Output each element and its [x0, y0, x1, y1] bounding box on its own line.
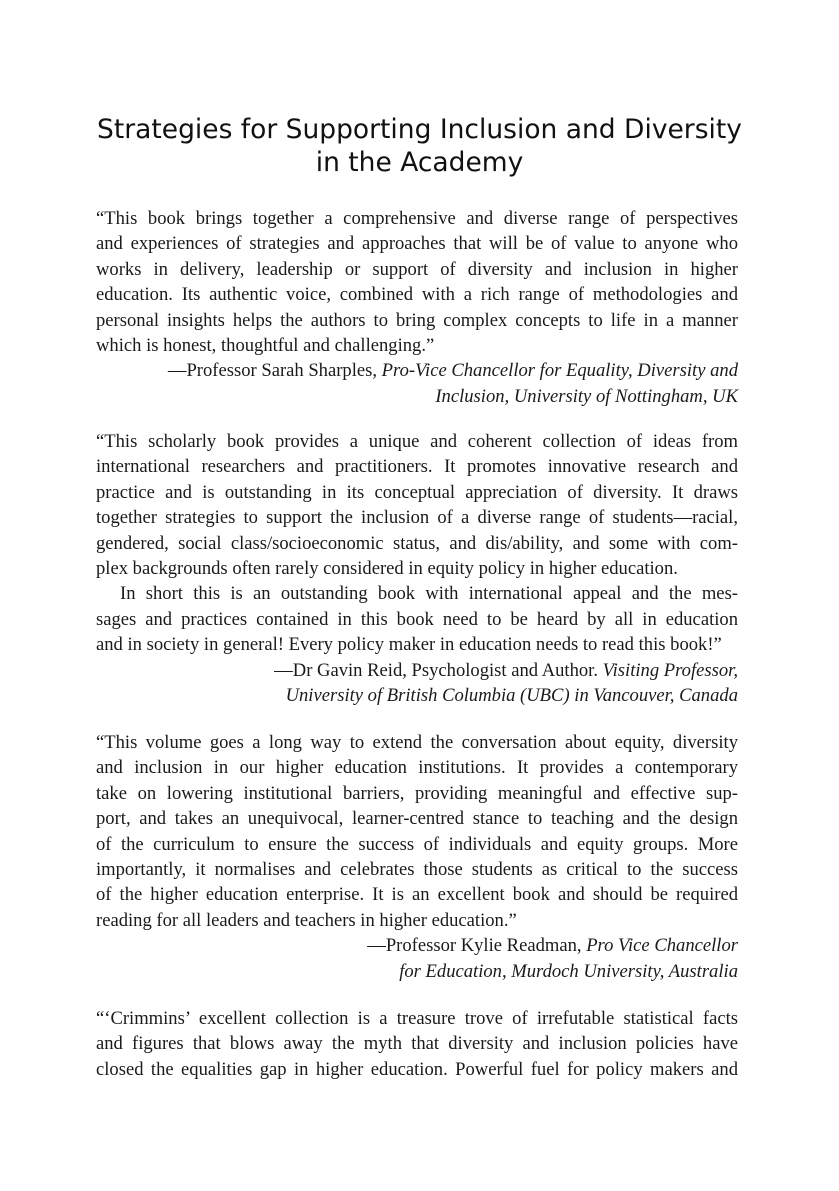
attribution-name: —Dr Gavin Reid, Psychologist and Author.	[274, 659, 603, 681]
endorsement-text-line: education. Its authentic voice, combined with a rich range of methodologies and	[96, 284, 738, 306]
endorsement-text-line: “This volume goes a long way to extend the conversation about equity, diversity	[96, 732, 738, 753]
endorsement-text-line: reading for all leaders and teachers in higher education.”	[96, 909, 517, 931]
endorsement-text-line: together strategies to support the inclusion of a diverse range of students—racial,	[96, 507, 738, 529]
endorsement-text-line: and figures that blows away the myth that diversity and inclusion policies have	[96, 1033, 738, 1055]
endorsement-text-line: and inclusion in our higher education institutions. It provides a contemporary	[96, 757, 738, 779]
endorsement-sharples	[96, 206, 738, 409]
endorsement-text-line: of the curriculum to ensure the success of individuals and equity groups. More	[96, 833, 738, 855]
attribution-name: —Professor Kylie Readman,	[367, 935, 587, 957]
attribution-institution: Inclusion, University of Nottingham, UK	[435, 385, 738, 407]
attribution-role: Visiting Professor,	[602, 659, 738, 681]
attribution-institution: for Education, Murdoch University, Australia	[399, 960, 738, 982]
endorsement-text-line: sages and practices contained in this book need to be heard by all in education	[96, 608, 738, 630]
endorsement-text-line: of the higher education enterprise. It is an excellent book and should be required	[96, 884, 738, 906]
endorsement-attribution	[96, 384, 738, 409]
page-title-line-2: in the Academy	[315, 147, 524, 178]
endorsement-text-line: practice and is outstanding in its conceptual appreciation of diversity. It draws	[96, 481, 738, 503]
endorsement-text-line: and in society in general! Every policy maker in education needs to read this book!”	[96, 634, 722, 656]
endorsement-text-line: plex backgrounds often rarely considered in equity policy in higher education.	[96, 557, 678, 579]
endorsement-text-line: importantly, it normalises and celebrates those students as critical to the success	[96, 858, 738, 880]
endorsement-text-line: gendered, social class/socioeconomic status, and dis/ability, and some with com-	[96, 532, 738, 554]
endorsement-attribution	[96, 959, 738, 984]
endorsement-reid	[96, 429, 738, 708]
page-title	[60, 113, 779, 179]
endorsement-text-line: and experiences of strategies and approaches that will be of value to anyone who	[96, 233, 738, 255]
attribution-role: Pro Vice Chancellor	[586, 935, 738, 957]
endorsement-text-line: “This book brings together a comprehensive and diverse range of perspectives	[96, 208, 738, 229]
attribution-role: Pro-Vice Chancellor for Equality, Diversity and	[381, 360, 738, 382]
endorsement-text-line: works in delivery, leadership or support of diversity and inclusion in higher	[96, 258, 738, 280]
endorsement-text-line: “This scholarly book provides a unique and coherent collection of ideas from	[96, 431, 738, 452]
endorsement-text-line: In short this is an outstanding book with international appeal and the mes-	[120, 583, 738, 605]
page-title-line-1: Strategies for Supporting Inclusion and Diversity	[97, 114, 742, 145]
attribution-name: —Professor Sarah Sharples,	[167, 360, 382, 382]
attribution-institution: University of British Columbia (UBC) in Vancouver, Canada	[285, 684, 738, 706]
endorsement-text-line: port, and takes an unequivocal, learner-centred stance to teaching and the design	[96, 808, 738, 830]
endorsement-attribution	[96, 683, 738, 708]
endorsement-readman	[96, 730, 738, 984]
endorsement-text-line: personal insights helps the authors to bring complex concepts to life in a manner	[96, 309, 738, 331]
endorsement-text-line: “‘Crimmins’ excellent collection is a treasure trove of irrefutable statistical facts	[96, 1008, 738, 1029]
endorsement-attribution	[96, 658, 738, 683]
endorsement-crimmins-collection	[96, 1006, 738, 1082]
endorsement-text-line: which is honest, thoughtful and challenging.”	[96, 334, 435, 356]
endorsement-text-line: international researchers and practitioners. It promotes innovative research and	[96, 456, 738, 478]
endorsement-attribution	[96, 358, 738, 383]
endorsement-text-line: closed the equalities gap in higher education. Powerful fuel for policy makers and	[96, 1058, 738, 1080]
endorsement-attribution	[96, 933, 738, 958]
endorsement-text-line: take on lowering institutional barriers, providing meaningful and effective sup-	[96, 782, 738, 804]
